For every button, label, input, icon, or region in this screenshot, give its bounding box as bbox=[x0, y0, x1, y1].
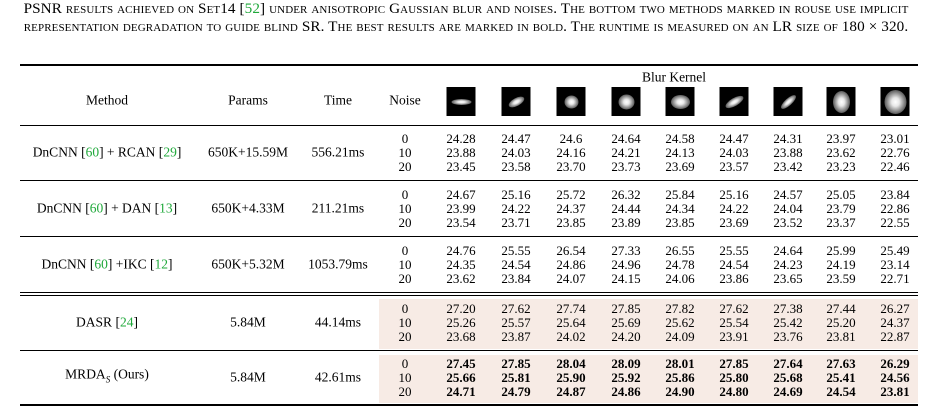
header-time: Time bbox=[323, 92, 353, 108]
gaussian-blur-kernel-icon bbox=[612, 87, 641, 116]
row-rule-2 bbox=[20, 236, 918, 237]
header-params: Params bbox=[228, 92, 268, 108]
psnr-value: 23.85 bbox=[556, 215, 586, 230]
noise-level: 0 bbox=[401, 131, 409, 146]
psnr-value: 24.15 bbox=[611, 271, 641, 286]
psnr-value: 26.27 bbox=[880, 301, 910, 316]
citation-link[interactable]: 12 bbox=[154, 256, 168, 272]
psnr-value: 27.45 bbox=[446, 356, 476, 371]
psnr-value: 22.87 bbox=[880, 329, 910, 344]
psnr-value: 24.69 bbox=[773, 384, 803, 399]
psnr-value: 24.57 bbox=[773, 187, 803, 202]
psnr-value: 24.79 bbox=[501, 384, 531, 399]
psnr-value: 23.65 bbox=[773, 271, 803, 286]
psnr-value: 27.82 bbox=[665, 301, 695, 316]
time-value: 42.61ms bbox=[314, 369, 362, 385]
psnr-value: 27.20 bbox=[446, 301, 476, 316]
psnr-value: 23.23 bbox=[826, 159, 856, 174]
psnr-value: 24.64 bbox=[773, 243, 803, 258]
psnr-value: 25.57 bbox=[501, 315, 531, 330]
citation-link[interactable]: 24 bbox=[119, 314, 134, 330]
psnr-value: 23.88 bbox=[446, 145, 476, 160]
psnr-value: 26.29 bbox=[880, 356, 910, 371]
psnr-value: 27.38 bbox=[773, 301, 803, 316]
psnr-value: 25.66 bbox=[446, 370, 476, 385]
psnr-value: 28.04 bbox=[556, 356, 586, 371]
psnr-value: 23.71 bbox=[501, 215, 531, 230]
psnr-value: 23.52 bbox=[773, 215, 803, 230]
params-value: 650K+5.32M bbox=[211, 256, 285, 272]
psnr-value: 25.81 bbox=[501, 370, 531, 385]
psnr-value: 25.55 bbox=[501, 243, 531, 258]
psnr-value: 23.70 bbox=[556, 159, 586, 174]
psnr-value: 26.55 bbox=[665, 243, 695, 258]
psnr-value: 24.96 bbox=[611, 257, 641, 272]
noise-level: 20 bbox=[398, 384, 412, 399]
psnr-value: 23.58 bbox=[501, 159, 531, 174]
psnr-value: 24.6 bbox=[559, 131, 583, 146]
noise-level: 20 bbox=[398, 215, 412, 230]
method-subscript: S bbox=[105, 374, 111, 385]
noise-level: 0 bbox=[401, 356, 409, 371]
psnr-value: 23.62 bbox=[826, 145, 856, 160]
psnr-value: 25.16 bbox=[501, 187, 531, 202]
psnr-value: 24.07 bbox=[556, 271, 586, 286]
psnr-value: 23.73 bbox=[611, 159, 641, 174]
params-value: 650K+4.33M bbox=[211, 200, 285, 216]
psnr-value: 23.84 bbox=[501, 271, 531, 286]
psnr-value: 24.64 bbox=[611, 131, 641, 146]
psnr-value: 25.90 bbox=[556, 370, 586, 385]
psnr-value: 23.79 bbox=[826, 201, 856, 216]
psnr-value: 24.47 bbox=[719, 131, 749, 146]
noise-level: 20 bbox=[398, 271, 412, 286]
noise-level: 10 bbox=[398, 315, 412, 330]
psnr-value: 24.44 bbox=[611, 201, 641, 216]
psnr-value: 25.86 bbox=[665, 370, 695, 385]
psnr-value: 24.56 bbox=[880, 370, 910, 385]
psnr-value: 22.86 bbox=[880, 201, 910, 216]
table-caption: PSNR results achieved on Set14 [52] under anisotropic Gaussian blur and noises. The bottom two methods marked in rouse use implicit representation degradation to guide blind SR. The best results are marked in bold. The runtime is measured on an LR size of 180 × 320. bbox=[23, 0, 909, 35]
psnr-value: 24.54 bbox=[501, 257, 531, 272]
psnr-value: 23.76 bbox=[773, 329, 803, 344]
psnr-value: 27.62 bbox=[719, 301, 749, 316]
psnr-value: 24.90 bbox=[665, 384, 695, 399]
psnr-value: 23.57 bbox=[719, 159, 749, 174]
psnr-value: 24.31 bbox=[773, 131, 803, 146]
psnr-value: 24.16 bbox=[556, 145, 586, 160]
psnr-value: 23.86 bbox=[719, 271, 749, 286]
psnr-value: 24.37 bbox=[880, 315, 910, 330]
psnr-value: 25.54 bbox=[719, 315, 749, 330]
psnr-value: 24.22 bbox=[501, 201, 531, 216]
psnr-value: 26.32 bbox=[611, 187, 641, 202]
psnr-value: 24.23 bbox=[773, 257, 803, 272]
time-value: 44.14ms bbox=[314, 314, 362, 330]
psnr-value: 24.34 bbox=[665, 201, 695, 216]
psnr-value: 25.69 bbox=[611, 315, 641, 330]
psnr-value: 24.04 bbox=[773, 201, 803, 216]
psnr-value: 23.59 bbox=[826, 271, 856, 286]
psnr-value: 25.16 bbox=[719, 187, 749, 202]
noise-level: 10 bbox=[398, 201, 412, 216]
psnr-value: 24.03 bbox=[501, 145, 531, 160]
citation-link[interactable]: 13 bbox=[159, 200, 173, 216]
psnr-value: 24.35 bbox=[446, 257, 476, 272]
citation-link[interactable]: 60 bbox=[89, 200, 104, 216]
psnr-value: 23.37 bbox=[826, 215, 856, 230]
psnr-value: 24.09 bbox=[665, 329, 695, 344]
noise-level: 10 bbox=[398, 257, 412, 272]
citation-link[interactable]: 60 bbox=[94, 256, 108, 272]
gaussian-blur-kernel-icon bbox=[666, 87, 695, 116]
noise-level: 20 bbox=[398, 329, 412, 344]
header-method: Method bbox=[86, 92, 128, 108]
psnr-value: 23.42 bbox=[773, 159, 803, 174]
header-noise: Noise bbox=[389, 92, 421, 108]
psnr-value: 23.68 bbox=[446, 329, 476, 344]
params-value: 5.84M bbox=[230, 314, 266, 330]
psnr-value: 25.49 bbox=[880, 243, 910, 258]
header-rule bbox=[20, 125, 918, 126]
psnr-value: 23.84 bbox=[880, 187, 910, 202]
psnr-value: 27.44 bbox=[826, 301, 856, 316]
gaussian-blur-kernel-icon bbox=[827, 87, 856, 116]
psnr-value: 23.99 bbox=[446, 201, 476, 216]
psnr-value: 27.74 bbox=[556, 301, 586, 316]
psnr-value: 24.54 bbox=[826, 384, 856, 399]
noise-level: 10 bbox=[398, 370, 412, 385]
psnr-value: 24.13 bbox=[665, 145, 695, 160]
psnr-value: 24.58 bbox=[665, 131, 695, 146]
psnr-value: 23.89 bbox=[611, 215, 641, 230]
method-name: DnCNN [60] +IKC [12] bbox=[41, 256, 173, 272]
psnr-value: 22.46 bbox=[880, 159, 910, 174]
time-value: 211.21ms bbox=[311, 200, 365, 216]
psnr-value: 28.09 bbox=[611, 356, 641, 371]
psnr-value: 24.28 bbox=[446, 131, 476, 146]
citation-link[interactable]: 29 bbox=[163, 144, 177, 160]
double-rule-a bbox=[20, 292, 918, 293]
psnr-value: 24.03 bbox=[719, 145, 749, 160]
psnr-value: 25.62 bbox=[665, 315, 695, 330]
psnr-value: 24.71 bbox=[446, 384, 476, 399]
psnr-value: 24.02 bbox=[556, 329, 586, 344]
psnr-value: 27.85 bbox=[501, 356, 531, 371]
method-name: $MRDA_S$ (Ours) bbox=[65, 366, 149, 385]
psnr-value: 23.85 bbox=[665, 215, 695, 230]
psnr-value: 25.41 bbox=[826, 370, 856, 385]
params-value: 650K+15.59M bbox=[208, 144, 288, 160]
header-blur-kernel: Blur Kernel bbox=[641, 69, 707, 85]
psnr-value: 22.71 bbox=[880, 271, 910, 286]
psnr-value: 24.20 bbox=[611, 329, 641, 344]
citation-link[interactable]: 52 bbox=[244, 0, 261, 17]
psnr-value: 25.55 bbox=[719, 243, 749, 258]
psnr-value: 24.19 bbox=[826, 257, 856, 272]
psnr-value: 23.81 bbox=[880, 384, 910, 399]
psnr-value: 23.01 bbox=[880, 131, 910, 146]
psnr-value: 27.85 bbox=[719, 356, 749, 371]
gaussian-blur-kernel-icon bbox=[557, 87, 586, 116]
psnr-value: 24.21 bbox=[611, 145, 641, 160]
gaussian-blur-kernel-icon bbox=[502, 87, 531, 116]
psnr-value: 28.01 bbox=[665, 356, 695, 371]
gaussian-blur-kernel-icon bbox=[774, 87, 803, 116]
psnr-value: 23.87 bbox=[501, 329, 531, 344]
psnr-value: 25.26 bbox=[446, 315, 476, 330]
psnr-value: 27.63 bbox=[826, 356, 856, 371]
psnr-value: 23.54 bbox=[446, 215, 476, 230]
psnr-value: 23.69 bbox=[719, 215, 749, 230]
psnr-value: 25.99 bbox=[826, 243, 856, 258]
psnr-value: 24.37 bbox=[556, 201, 586, 216]
top-rule bbox=[20, 64, 918, 66]
psnr-value: 24.78 bbox=[665, 257, 695, 272]
psnr-value: 25.92 bbox=[611, 370, 641, 385]
psnr-value: 27.62 bbox=[501, 301, 531, 316]
psnr-value: 24.54 bbox=[719, 257, 749, 272]
psnr-value: 22.76 bbox=[880, 145, 910, 160]
time-value: 1053.79ms bbox=[308, 256, 368, 272]
method-name: DnCNN [60] + RCAN [29] bbox=[32, 144, 182, 160]
psnr-value: 26.54 bbox=[556, 243, 586, 258]
psnr-value: 23.62 bbox=[446, 271, 476, 286]
psnr-value: 24.47 bbox=[501, 131, 531, 146]
psnr-value: 25.05 bbox=[826, 187, 856, 202]
time-value: 556.21ms bbox=[311, 144, 365, 160]
psnr-value: 23.45 bbox=[446, 159, 476, 174]
psnr-value: 24.86 bbox=[611, 384, 641, 399]
psnr-value: 23.88 bbox=[773, 145, 803, 160]
gaussian-blur-kernel-icon bbox=[447, 87, 476, 116]
method-name: DnCNN [60] + DAN [13] bbox=[36, 200, 178, 216]
psnr-value: 24.80 bbox=[719, 384, 749, 399]
psnr-value: 25.20 bbox=[826, 315, 856, 330]
psnr-value: 24.86 bbox=[556, 257, 586, 272]
psnr-value: 23.81 bbox=[826, 329, 856, 344]
psnr-value: 27.85 bbox=[611, 301, 641, 316]
psnr-value: 25.80 bbox=[719, 370, 749, 385]
method-name: DASR [24] bbox=[76, 314, 138, 330]
psnr-value: 24.87 bbox=[556, 384, 586, 399]
psnr-value: 25.68 bbox=[773, 370, 803, 385]
psnr-value: 23.14 bbox=[880, 257, 910, 272]
psnr-value: 24.22 bbox=[719, 201, 749, 216]
psnr-value: 25.72 bbox=[556, 187, 586, 202]
double-rule-b bbox=[20, 295, 918, 296]
psnr-value: 24.06 bbox=[665, 271, 695, 286]
psnr-value: 23.91 bbox=[719, 329, 749, 344]
gaussian-blur-kernel-icon bbox=[881, 87, 910, 116]
psnr-value: 22.55 bbox=[880, 215, 910, 230]
gaussian-blur-kernel-icon bbox=[720, 87, 749, 116]
psnr-value: 25.84 bbox=[665, 187, 695, 202]
params-value: 5.84M bbox=[230, 369, 266, 385]
noise-level: 20 bbox=[398, 159, 412, 174]
psnr-value: 25.42 bbox=[773, 315, 803, 330]
noise-level: 10 bbox=[398, 145, 412, 160]
psnr-value: 24.67 bbox=[446, 187, 476, 202]
noise-level: 0 bbox=[401, 187, 409, 202]
noise-level: 0 bbox=[401, 243, 409, 258]
psnr-value: 27.64 bbox=[773, 356, 803, 371]
row-rule-1 bbox=[20, 180, 918, 181]
psnr-value: 23.97 bbox=[826, 131, 856, 146]
noise-level: 0 bbox=[401, 301, 409, 316]
citation-link[interactable]: 60 bbox=[85, 144, 100, 160]
psnr-value: 27.33 bbox=[611, 243, 641, 258]
psnr-value: 24.76 bbox=[446, 243, 476, 258]
psnr-value: 25.64 bbox=[556, 315, 586, 330]
psnr-value: 23.69 bbox=[665, 159, 695, 174]
row-rule-4 bbox=[20, 350, 918, 351]
bottom-rule bbox=[20, 404, 918, 406]
